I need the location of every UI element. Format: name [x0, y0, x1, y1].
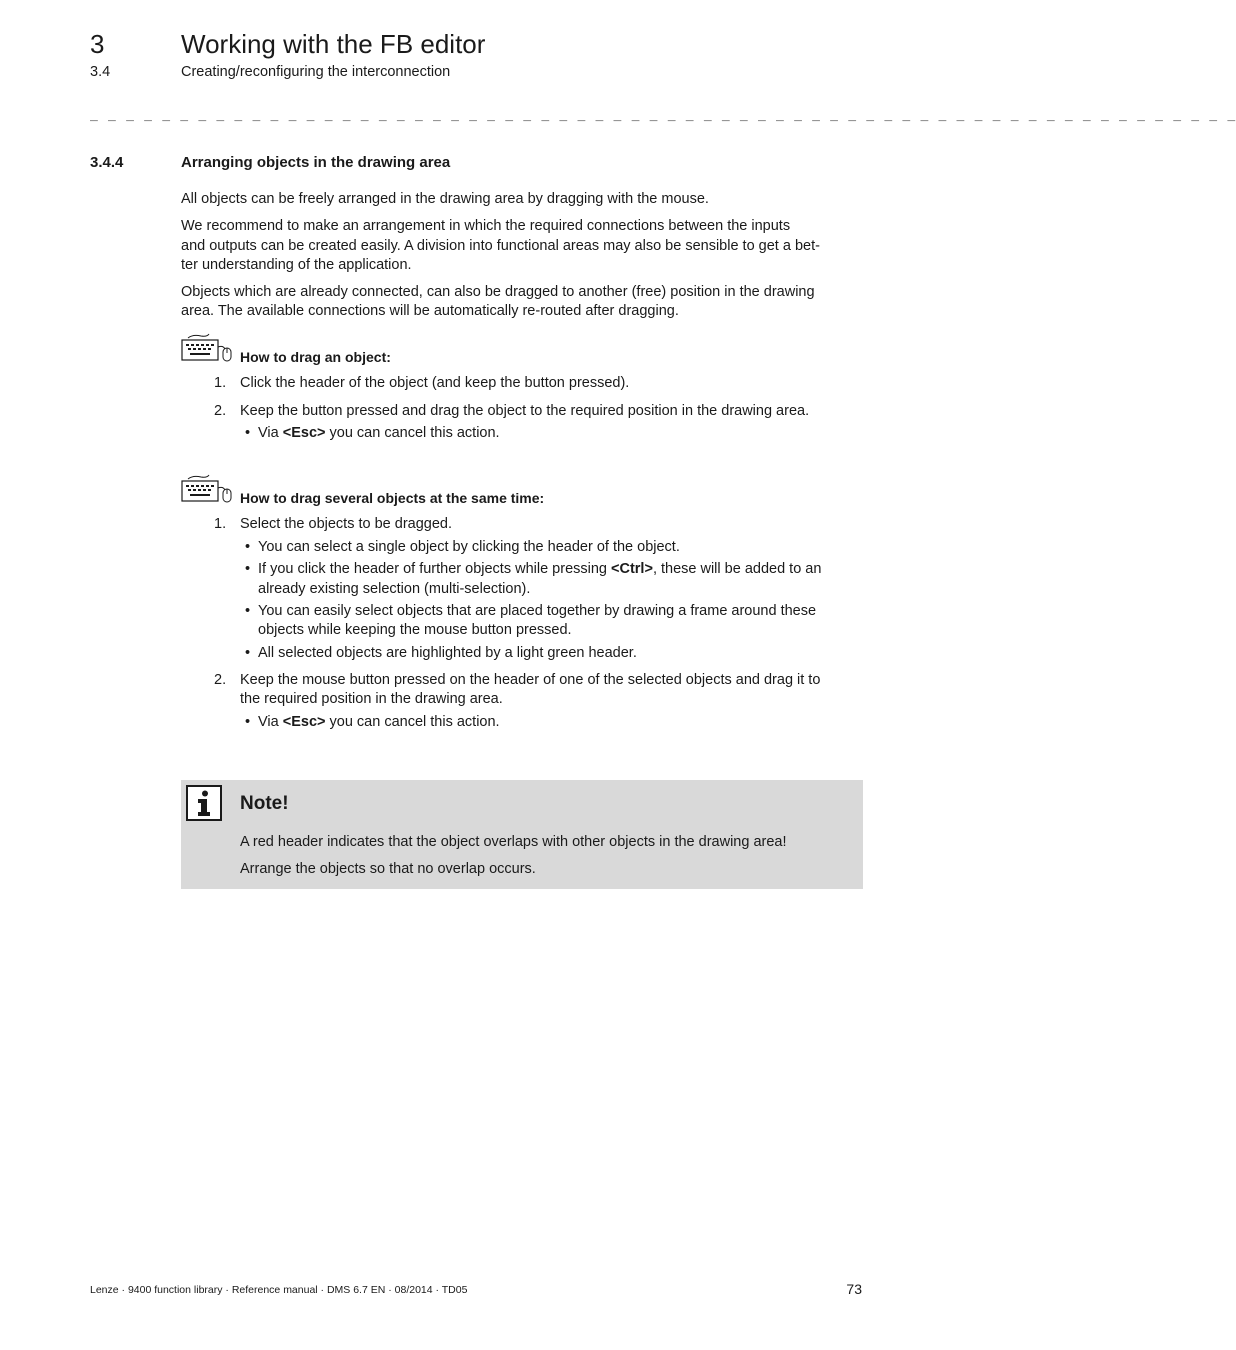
section-title: Creating/reconfiguring the interconnection [181, 64, 451, 80]
step-text-continued: the required position in the drawing area. [240, 691, 503, 707]
howto-title-drag-several: How to drag several objects at the same time: [240, 490, 545, 506]
step-text: Click the header of the object (and keep the button pressed). [240, 375, 630, 391]
bullet-marker: • [245, 425, 251, 441]
intro-paragraph-2-line-1: We recommend to make an arrangement in which the required connections between the inputs [181, 218, 791, 234]
bullet-text-continued: already existing selection (multi-selection). [258, 581, 531, 597]
keyboard-mouse-icon [181, 333, 233, 363]
bullet-text: Via <Esc> you can cancel this action. [258, 425, 500, 441]
step-text: Keep the mouse button pressed on the header of one of the selected objects and drag it to [240, 672, 821, 688]
intro-paragraph-3-line-1: Objects which are already connected, can also be dragged to another (free) position in the drawing [181, 284, 815, 300]
intro-paragraph-3-line-2: area. The available connections will be automatically re-routed after dragging. [181, 303, 679, 319]
key-esc: <Esc> [282, 425, 326, 441]
page-number: 73 [846, 1281, 862, 1297]
step-number: 2. [214, 672, 227, 688]
chapter-title: Working with the FB editor [181, 29, 486, 59]
bullet-marker: • [245, 561, 251, 577]
subsection-title: Arranging objects in the drawing area [181, 154, 451, 171]
bullet-text: You can easily select objects that are placed together by drawing a frame around these [258, 603, 817, 619]
info-icon [186, 785, 222, 821]
bullet-marker: • [245, 645, 251, 661]
subsection-number: 3.4.4 [90, 154, 124, 171]
intro-paragraph-2-line-2: and outputs can be created easily. A division into functional areas may also be sensible to get a bet- [181, 238, 820, 254]
step-number: 1. [214, 516, 227, 532]
bullet-marker: • [245, 539, 251, 555]
keyboard-mouse-icon [181, 474, 233, 504]
step-number: 2. [214, 403, 227, 419]
bullet-text-continued: objects while keeping the mouse button pressed. [258, 622, 572, 638]
step-text: Select the objects to be dragged. [240, 516, 453, 532]
bullet-text: If you click the header of further objects while pressing <Ctrl>, these will be added to an [258, 561, 822, 577]
bullet-text: All selected objects are highlighted by a light green header. [258, 645, 637, 661]
key-ctrl: <Ctrl> [611, 561, 653, 577]
note-text-line-2: Arrange the objects so that no overlap occurs. [240, 861, 536, 877]
note-text-line-1: A red header indicates that the object overlaps with other objects in the drawing area! [240, 834, 787, 850]
chapter-number: 3 [90, 29, 105, 59]
section-number: 3.4 [90, 64, 111, 80]
intro-paragraph-2-line-3: ter understanding of the application. [181, 257, 412, 273]
note-title: Note! [240, 793, 289, 814]
step-text: Keep the button pressed and drag the object to the required position in the drawing area. [240, 403, 810, 419]
footer-text: Lenze · 9400 function library · Reference manual · DMS 6.7 EN · 08/2014 · TD05 [90, 1284, 468, 1296]
bullet-text: You can select a single object by clicking the header of the object. [258, 539, 680, 555]
step-number: 1. [214, 375, 227, 391]
bullet-marker: • [245, 603, 251, 619]
bullet-marker: • [245, 714, 251, 730]
intro-paragraph-1: All objects can be freely arranged in the drawing area by dragging with the mouse. [181, 191, 709, 207]
key-esc: <Esc> [282, 714, 326, 730]
howto-title-drag-object: How to drag an object: [240, 349, 391, 365]
bullet-text: Via <Esc> you can cancel this action. [258, 714, 500, 730]
header-dashed-rule: _ _ _ _ _ _ _ _ _ _ _ _ _ _ _ _ _ _ _ _ _ _ _ _ _ _ _ _ _ _ _ _ _ _ _ _ _ _ _ _ _ _ _ _ _ _ _ _ _ _ _ _ _ _ _ _ _ _ _ _ _ _ _ _ [90, 107, 1236, 122]
